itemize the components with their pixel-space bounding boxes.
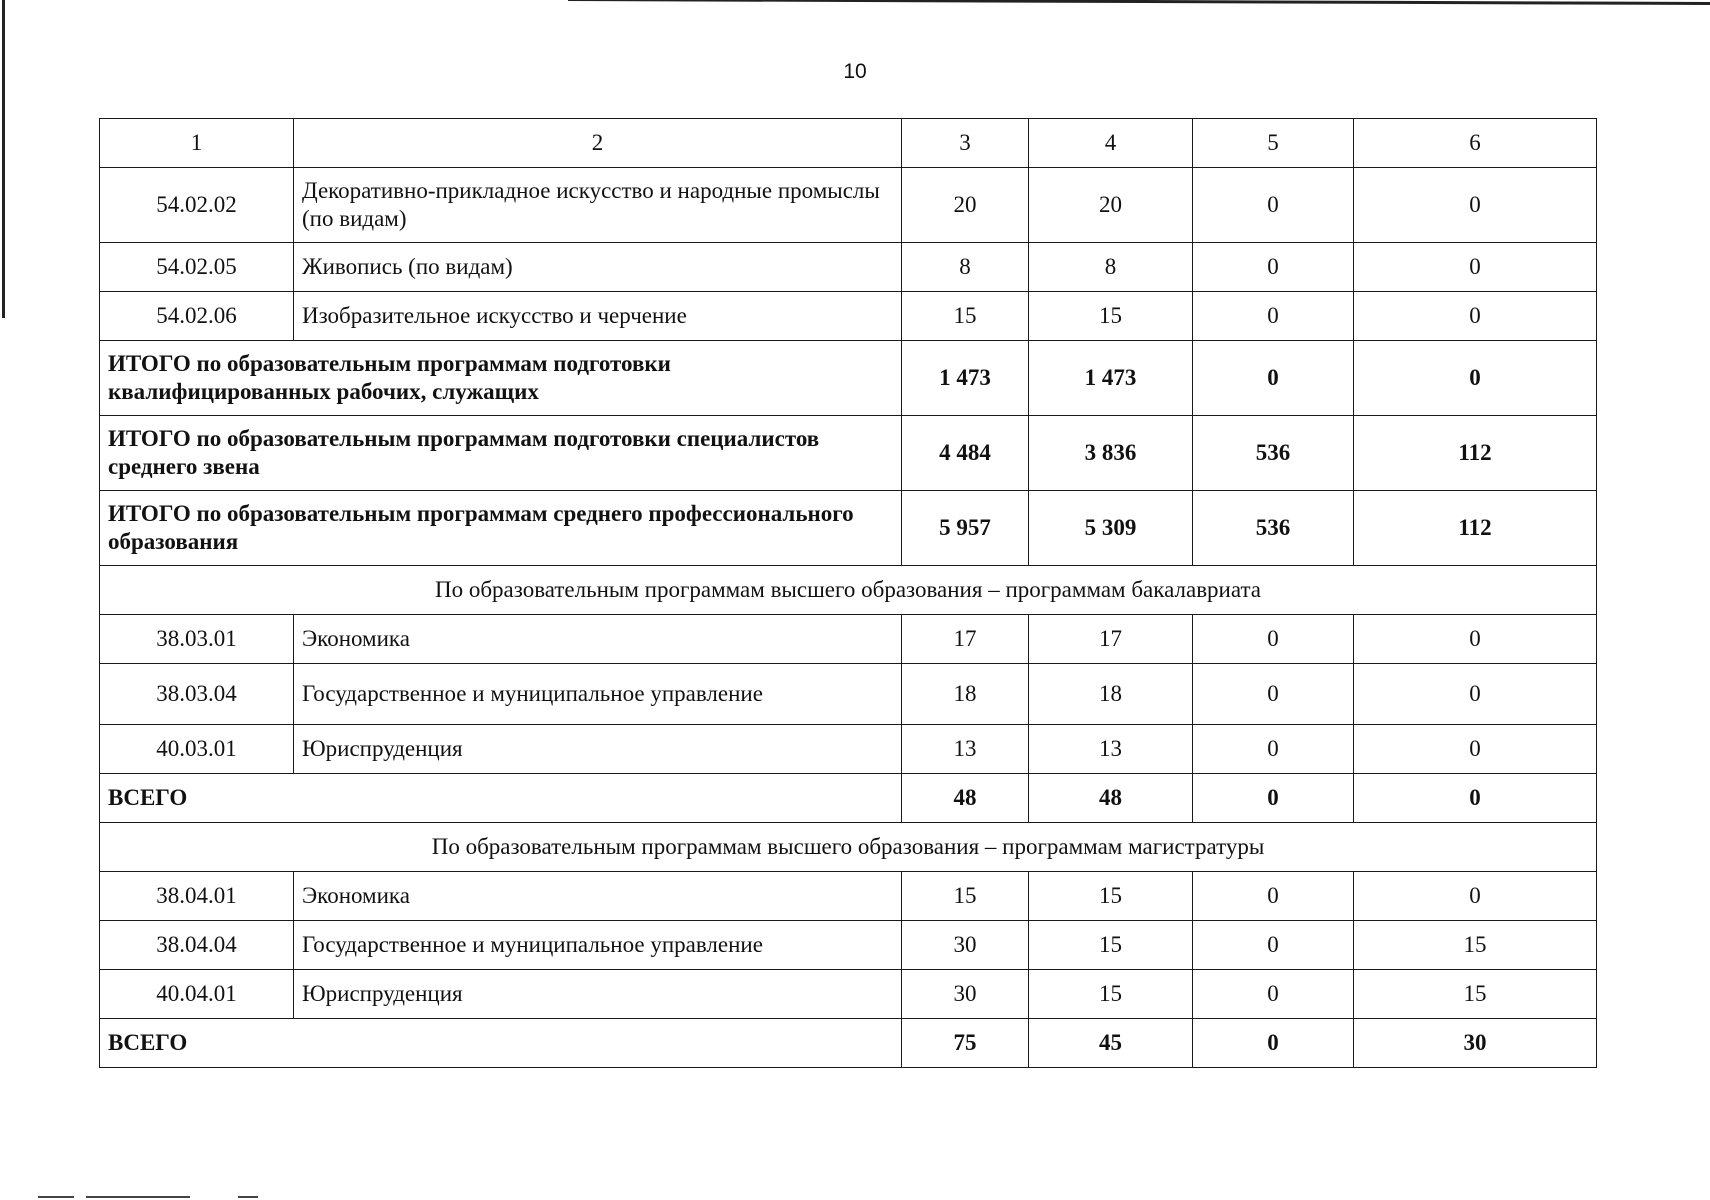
value-cell: 15 — [1029, 872, 1193, 921]
value-cell: 15 — [1029, 292, 1193, 341]
total-value: 48 — [1029, 774, 1193, 823]
total-label: ВСЕГО — [100, 774, 902, 823]
program-code: 40.03.01 — [100, 725, 294, 774]
value-cell: 15 — [1354, 970, 1597, 1019]
scan-artifact-dash — [238, 1196, 258, 1198]
value-cell: 8 — [1029, 243, 1193, 292]
scan-top-edge-line — [568, 0, 1710, 5]
value-cell: 0 — [1193, 725, 1354, 774]
program-name: Декоративно-прикладное искусство и народные промыслы (по видам) — [294, 168, 902, 243]
total-value: 48 — [902, 774, 1029, 823]
program-name: Экономика — [294, 615, 902, 664]
value-cell: 0 — [1354, 615, 1597, 664]
section-header-row — [100, 823, 1597, 872]
header-cell: 5 — [1193, 119, 1354, 168]
value-cell: 18 — [902, 664, 1029, 725]
value-cell: 20 — [1029, 168, 1193, 243]
program-name: Экономика — [294, 872, 902, 921]
scan-artifact-dash — [38, 1196, 74, 1198]
program-code: 38.04.04 — [100, 921, 294, 970]
total-value: 0 — [1193, 341, 1354, 416]
value-cell: 0 — [1354, 872, 1597, 921]
total-row — [100, 774, 1597, 823]
total-row — [100, 341, 1597, 416]
program-code: 54.02.02 — [100, 168, 294, 243]
value-cell: 0 — [1193, 168, 1354, 243]
total-row — [100, 416, 1597, 491]
total-label: ВСЕГО — [100, 1019, 902, 1068]
program-code: 38.03.04 — [100, 664, 294, 725]
value-cell: 0 — [1354, 725, 1597, 774]
header-cell: 3 — [902, 119, 1029, 168]
total-value: 0 — [1354, 341, 1597, 416]
value-cell: 15 — [902, 292, 1029, 341]
table-row — [100, 168, 1597, 243]
section-header-row — [100, 566, 1597, 615]
total-value: 0 — [1193, 1019, 1354, 1068]
table-row — [100, 921, 1597, 970]
value-cell: 0 — [1193, 921, 1354, 970]
statistics-table — [99, 118, 1597, 1068]
page-number: 10 — [843, 60, 867, 83]
total-value: 536 — [1193, 416, 1354, 491]
value-cell: 18 — [1029, 664, 1193, 725]
total-value: 536 — [1193, 491, 1354, 566]
header-cell: 6 — [1354, 119, 1597, 168]
value-cell: 0 — [1193, 872, 1354, 921]
section-title-master: По образовательным программам высшего образования – программам магистратуры — [100, 823, 1597, 872]
section-title-bachelor: По образовательным программам высшего образования – программам бакалавриата — [100, 566, 1597, 615]
header-cell: 4 — [1029, 119, 1193, 168]
total-value: 45 — [1029, 1019, 1193, 1068]
value-cell: 15 — [1354, 921, 1597, 970]
table-row — [100, 725, 1597, 774]
value-cell: 17 — [1029, 615, 1193, 664]
program-name: Изобразительное искусство и черчение — [294, 292, 902, 341]
program-name: Государственное и муниципальное управление — [294, 921, 902, 970]
program-code: 40.04.01 — [100, 970, 294, 1019]
total-label: ИТОГО по образовательным программам среднего профессионального образования — [100, 491, 902, 566]
value-cell: 0 — [1193, 970, 1354, 1019]
value-cell: 8 — [902, 243, 1029, 292]
total-value: 5 957 — [902, 491, 1029, 566]
total-value: 0 — [1354, 774, 1597, 823]
value-cell: 0 — [1193, 292, 1354, 341]
total-value: 112 — [1354, 491, 1597, 566]
total-row — [100, 491, 1597, 566]
program-name: Юриспруденция — [294, 725, 902, 774]
value-cell: 15 — [902, 872, 1029, 921]
value-cell: 30 — [902, 970, 1029, 1019]
program-name: Государственное и муниципальное управление — [294, 664, 902, 725]
total-row — [100, 1019, 1597, 1068]
total-label: ИТОГО по образовательным программам подготовки специалистов среднего звена — [100, 416, 902, 491]
value-cell: 0 — [1193, 664, 1354, 725]
value-cell: 0 — [1354, 243, 1597, 292]
total-label: ИТОГО по образовательным программам подготовки квалифицированных рабочих, служащих — [100, 341, 902, 416]
program-code: 54.02.05 — [100, 243, 294, 292]
total-value: 3 836 — [1029, 416, 1193, 491]
total-value: 75 — [902, 1019, 1029, 1068]
table-row — [100, 970, 1597, 1019]
value-cell: 15 — [1029, 970, 1193, 1019]
value-cell: 30 — [902, 921, 1029, 970]
value-cell: 15 — [1029, 921, 1193, 970]
value-cell: 0 — [1193, 243, 1354, 292]
total-value: 112 — [1354, 416, 1597, 491]
value-cell: 13 — [1029, 725, 1193, 774]
header-cell: 1 — [100, 119, 294, 168]
total-value: 1 473 — [902, 341, 1029, 416]
program-name: Живопись (по видам) — [294, 243, 902, 292]
program-name: Юриспруденция — [294, 970, 902, 1019]
table-row — [100, 292, 1597, 341]
total-value: 30 — [1354, 1019, 1597, 1068]
total-value: 0 — [1193, 774, 1354, 823]
header-cell: 2 — [294, 119, 902, 168]
value-cell: 13 — [902, 725, 1029, 774]
table-row — [100, 615, 1597, 664]
total-value: 5 309 — [1029, 491, 1193, 566]
total-value: 4 484 — [902, 416, 1029, 491]
value-cell: 17 — [902, 615, 1029, 664]
program-code: 38.04.01 — [100, 872, 294, 921]
table-row — [100, 243, 1597, 292]
value-cell: 0 — [1354, 292, 1597, 341]
program-code: 38.03.01 — [100, 615, 294, 664]
scan-left-edge-line — [2, 0, 5, 318]
value-cell: 0 — [1354, 168, 1597, 243]
scan-artifact-dash — [86, 1196, 190, 1198]
table-row — [100, 664, 1597, 725]
total-value: 1 473 — [1029, 341, 1193, 416]
program-code: 54.02.06 — [100, 292, 294, 341]
table-row — [100, 872, 1597, 921]
value-cell: 0 — [1354, 664, 1597, 725]
value-cell: 0 — [1193, 615, 1354, 664]
table-header-row — [100, 119, 1597, 168]
value-cell: 20 — [902, 168, 1029, 243]
